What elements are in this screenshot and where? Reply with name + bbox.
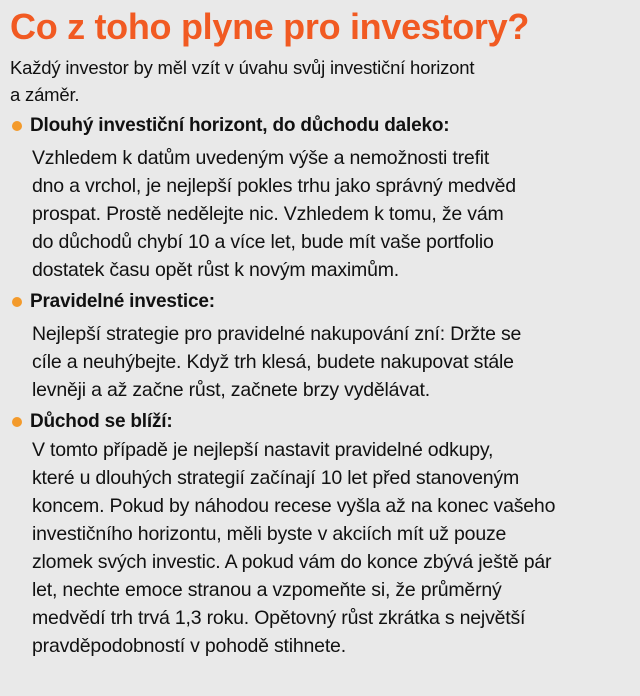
bullet-heading-text: Dlouhý investiční horizont, do důchodu daleko: (30, 115, 450, 136)
bullet-dot-icon (12, 297, 22, 307)
slide-title: Co z toho plyne pro investory? (10, 6, 530, 47)
intro-paragraph (10, 54, 630, 108)
body-line: prospat. Prostě nedělejte nic. Vzhledem k tomu, že vám (32, 203, 504, 225)
body-line: dno a vrchol, je nejlepší pokles trhu jako správný medvěd (32, 175, 516, 197)
body-line: levněji a až začne růst, začnete brzy vydělávat. (32, 379, 430, 401)
bullet-heading (10, 112, 630, 140)
body-line: Nejlepší strategie pro pravidelné nakupování zní: Držte se (32, 323, 522, 345)
bullet-dot-icon (12, 121, 22, 131)
body-line: Vzhledem k datům uvedeným výše a nemožnosti trefit (32, 147, 490, 169)
body-line: dostatek času opět růst k novým maximům. (32, 259, 399, 281)
body-line: pravděpodobností v pohodě stihnete. (32, 635, 346, 657)
body-line: investičního horizontu, měli byste v akciích mít už pouze (32, 523, 507, 545)
body-line: zlomek svých investic. A pokud vám do konce zbývá ještě pár (32, 551, 552, 573)
body-line: cíle a neuhýbejte. Když trh klesá, budete nakupovat stále (32, 351, 514, 373)
bullet-body (10, 144, 630, 284)
bullet-dot-icon (12, 417, 22, 427)
bullet-body (10, 320, 630, 404)
bullet-heading-text: Pravidelné investice: (30, 291, 215, 312)
bullet-heading (10, 408, 630, 436)
bullet-body (10, 436, 630, 660)
body-line: let, nechte emoce stranou a vzpomeňte si, že průměrný (32, 579, 502, 601)
bullet-section-long-horizon (10, 112, 630, 284)
body-line: medvědí trh trvá 1,3 roku. Opětovný růst zkrátka s největší (32, 607, 526, 629)
body-line: které u dlouhých strategií začínají 10 let před stanoveným (32, 467, 520, 489)
body-line: V tomto případě je nejlepší nastavit pravidelné odkupy, (32, 439, 494, 461)
intro-line: a záměr. (10, 84, 80, 105)
bullet-heading (10, 288, 630, 316)
bullet-heading-text: Důchod se blíží: (30, 411, 173, 432)
body-line: do důchodů chybí 10 a více let, bude mít vaše portfolio (32, 231, 494, 253)
intro-line: Každý investor by měl vzít v úvahu svůj investiční horizont (10, 57, 475, 78)
bullet-section-retirement-near (10, 408, 630, 660)
bullet-section-regular-investing (10, 288, 630, 404)
body-line: koncem. Pokud by náhodou recese vyšla až na konec vašeho (32, 495, 556, 517)
